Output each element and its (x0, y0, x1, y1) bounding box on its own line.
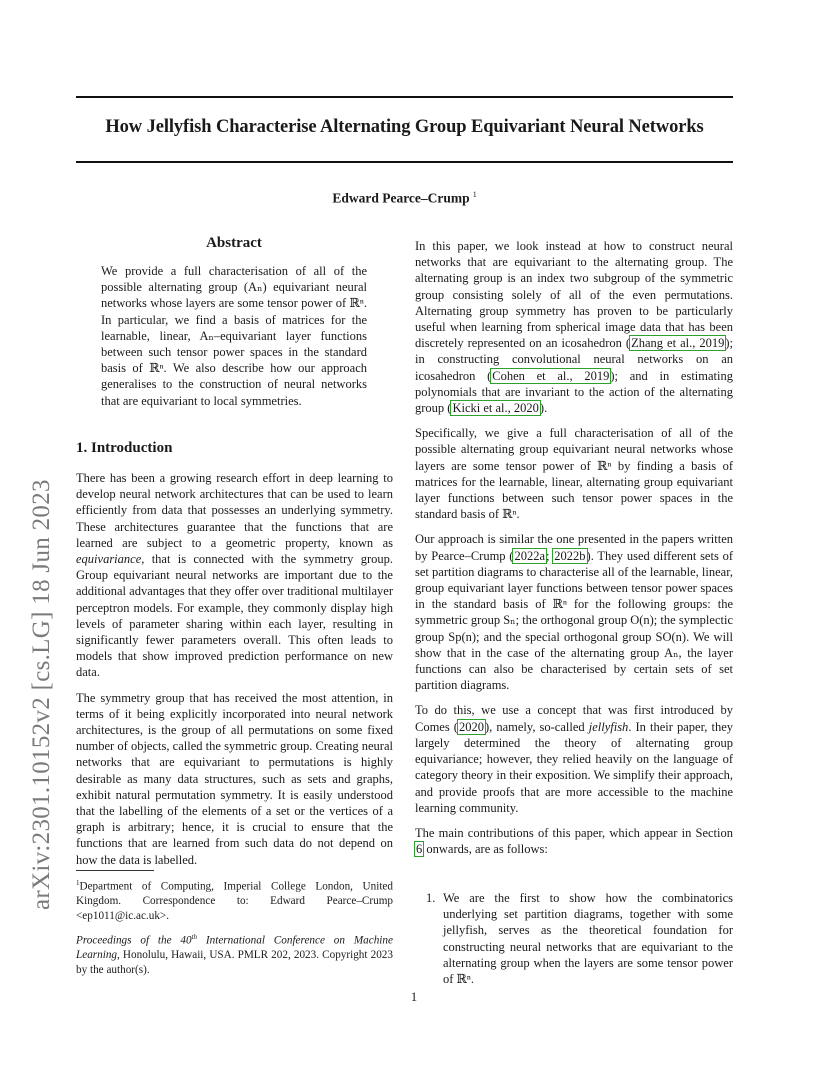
footnote-affiliation-text: Department of Computing, Imperial College London, United Kingdom. Correspondence to: Edward Pearce–Crump <ep1011@ic.ac.uk>. (76, 880, 393, 922)
right-p5-text-b: onwards, are as follows: (423, 842, 548, 857)
abstract-text: We provide a full characterisation of all of the possible alternating group (Aₙ) equivariant neural networks whose layers are some tensor power of ℝⁿ. In particular, we find a basis of matrices for the learnable, linear, Aₙ–equivariant layer functions between such tensor power spaces in the standard basis of ℝⁿ. We also describe how our approach generalises to the construction of neural networks that are equivariant to local symmetries. (101, 264, 367, 408)
page-number: 1 (410, 990, 418, 1004)
title-bottom-rule (76, 161, 733, 163)
right-p5-text-a: The main contributions of this paper, which appear in Section (415, 825, 733, 840)
right-p3-text-a: Our approach is similar the one presented in the papers written by Pearce–Crump ( (415, 532, 733, 563)
author-name: Edward Pearce–Crump (332, 190, 470, 206)
arxiv-identifier: arXiv:2301.10152v2 [cs.LG] 18 Jun 2023 (28, 479, 55, 910)
citation-comes-2020-link[interactable]: 2020 (458, 719, 484, 734)
contribution-item-1 (426, 890, 733, 987)
right-column (415, 238, 733, 866)
citation-kicki-2020-link[interactable]: Kicki et al., 2020 (452, 401, 539, 416)
citation-2022b-link[interactable]: 2022b (554, 548, 586, 563)
intro-p1-emphasis: equivariance (76, 552, 142, 567)
author-line (76, 190, 733, 207)
footnote (76, 876, 393, 984)
right-p4-text-c: . In their paper, they largely determined the theory of alternating group equivariance; however, they relied heavily on the language of category theory in their exposition. We simplify their approach, and provide proofs that are more accessible to the machine learning community. (415, 719, 733, 815)
citation-zhang-2019-link[interactable]: Zhang et al., 2019 (631, 336, 725, 351)
right-p1-text-a: In this paper, we look instead at how to construct neural networks that are equivariant to the alternating group. The alternating group is an index two subgroup of the symmetric group consisting solely of all of the even permutations. Alternating group symmetry has proven to be particularly useful when learning from spherical image data that has been discretely represented on an icosahedron ( (415, 239, 733, 351)
section-6-link[interactable]: 6 (416, 842, 423, 857)
right-paragraph-1 (415, 238, 733, 416)
proceedings-superscript: th (191, 933, 198, 942)
contribution-number: 1. (426, 891, 436, 905)
proceedings-text-a: Proceedings of the 40 (76, 934, 192, 947)
title-top-rule (76, 96, 733, 98)
citation-cohen-2019-link[interactable]: Cohen et al., 2019 (492, 368, 610, 383)
right-paragraph-4 (415, 702, 733, 815)
intro-p1-text-a: There has been a growing research effort in deep learning to develop neural network architectures that can be used to learn efficiently from data that possesses an underlying symmetry. These architectures guarantee that the functions that are learned are subject to a geometric property, known as (76, 471, 393, 550)
footnote-mark: 1 (76, 879, 80, 887)
right-p3-text-b: ). They used different sets of set partition diagrams to characterise all of the learnable, linear, group equivariant layer functions between tensor power spaces in the standard basis of ℝⁿ for the following groups: the symmetric group Sₙ; the orthogonal group O(n); the symplectic group Sp(n); and the special orthogonal group SO(n). We will show that in the case of the alternating group Aₙ, the layer functions can also be characterised by certain sets of set partition diagrams. (415, 548, 733, 693)
right-paragraph-2: Specifically, we give a full characterisation of all of the possible alternating group equivariant neural networks whose layers are some tensor power of ℝⁿ by finding a basis of matrices for the learnable, linear, alternating group equivariant layer functions between such tensor power spaces in the standard basis of ℝⁿ. (415, 426, 733, 522)
footnote-rule (76, 870, 154, 871)
right-p4-text-b: ), namely, so-called (484, 719, 589, 734)
right-p1-text-d: ). (539, 401, 548, 416)
introduction-body (76, 470, 393, 877)
proceedings-text-b: International Conference on Machine Learning (76, 934, 393, 962)
right-p3-separator: ; (546, 548, 554, 563)
intro-paragraph-1 (76, 470, 393, 681)
paper-title: How Jellyfish Characterise Alternating Group Equivariant Neural Networks (105, 117, 704, 137)
intro-p1-text-b: , that is connected with the symmetry group. Group equivariant neural networks are important due to the additional advantages that they offer over traditional multilayer perceptron models. For example, they commonly display high levels of parameter sharing within each layer, resulting in significantly fewer parameters overall. This often leads to models that show improved prediction performance on new data. (76, 552, 393, 680)
right-paragraph-3 (415, 531, 733, 693)
footnote-affiliation (76, 876, 393, 923)
author-footnote-mark[interactable]: 1 (472, 190, 477, 199)
abstract-heading: Abstract (206, 235, 262, 251)
right-p4-text-a: To do this, we use a concept that was first introduced by Comes ( (415, 703, 733, 734)
right-paragraph-5 (415, 825, 733, 857)
intro-paragraph-2: The symmetry group that has received the most attention, in terms of it being explicitly incorporated into neural network architectures, is the group of all permutations on some fixed number of objects, called the symmetric group. Creating neural networks that are equivariant to permutations is highly desirable as many data structures, such as sets and graphs, exhibit natural permutation symmetry. It is easily understood that the labelling of the elements of a set or the vertices of a graph is arbitrary; hence, it is crucial to ensure that the functions that are learned from such data do not depend on how the data is labelled. (76, 690, 393, 867)
contribution-text: We are the first to show how the combinatorics underlying set partition diagrams, together with some jellyfish, serves as the theoretical foundation for constructing neural networks that are equivariant to the alternating group when the layers are some tensor power of ℝⁿ. (443, 891, 733, 987)
right-p1-text-c: ); and in estimating polynomials that are invariant to the action of the alternating group ( (415, 368, 733, 416)
citation-2022a-link[interactable]: 2022a (514, 548, 546, 563)
right-p1-text-b: ); in constructing convolutional neural networks on an icosahedron ( (415, 336, 733, 383)
proceedings-text-c: , Honolulu, Hawaii, USA. PMLR 202, 2023. Copyright 2023 by the author(s). (76, 949, 393, 976)
right-p4-emphasis: jellyfish (588, 719, 629, 734)
section-heading-introduction: 1. Introduction (76, 440, 173, 456)
footnote-proceedings (76, 930, 393, 977)
